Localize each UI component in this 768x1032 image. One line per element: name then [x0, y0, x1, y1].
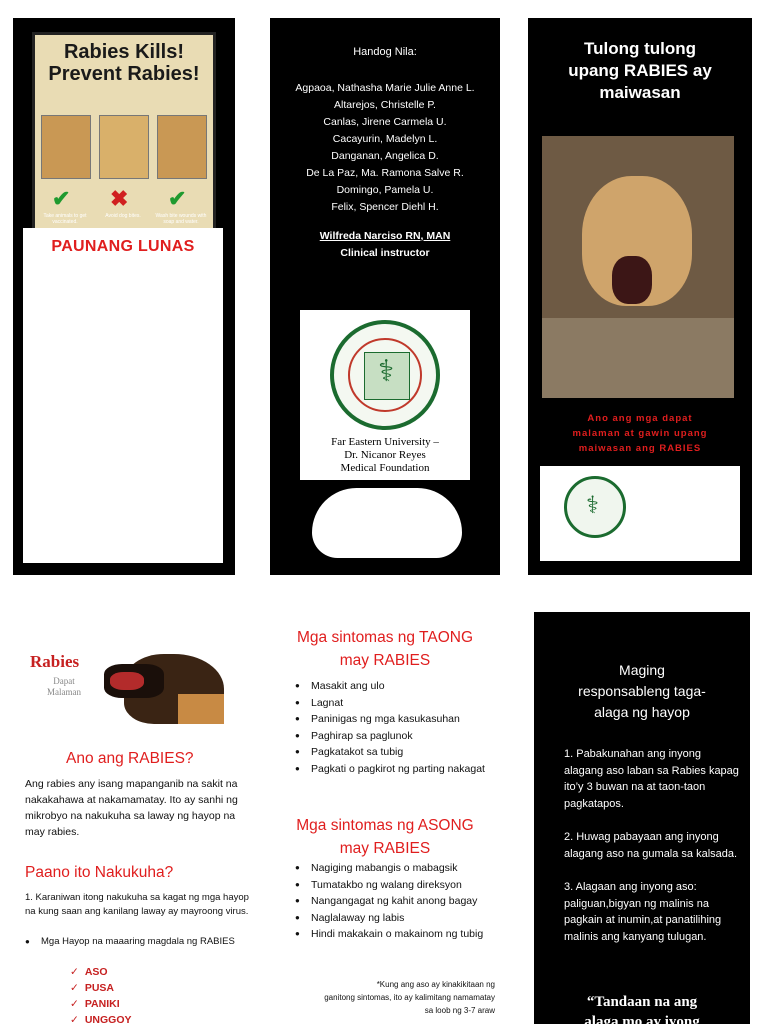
panel-credits — [270, 18, 500, 575]
author-name: De La Paz, Ma. Ramona Salve R. — [306, 167, 464, 179]
angry-dog-photo — [104, 634, 244, 730]
dog-symptoms-heading: Mga sintomas ng ASONG may RABIES — [296, 817, 474, 857]
cover-subtitle: Ano ang mga dapat malaman at gawin upang maiwasan ang RABIES — [572, 413, 708, 454]
owner-tip: 2. Huwag pabayaan ang inyong alagang aso na gumala sa kalsada. — [564, 831, 738, 860]
first-aid-step: 2. Pumunta sa pinakamalapit na pagamutan upang mabigyan ng kaukulang lunas. — [35, 334, 215, 374]
author-name: Agpaoa, Nathasha Marie Julie Anne L. — [295, 82, 475, 94]
symptom-item: ● Lagnat — [295, 695, 500, 712]
dog-symptoms-list — [295, 860, 500, 943]
first-aid-step: 4. Magpabakuna kaagad habang hinihintay ang resulta — [35, 447, 174, 473]
feu-seal-icon: ⚕ — [564, 476, 626, 538]
author-name: Danganan, Angelica D. — [331, 150, 439, 162]
symptom-item: ● Nagiging mabangis o mabagsik — [295, 860, 500, 877]
symptom-item: ● Paninigas ng mga kasukasuhan — [295, 711, 500, 728]
first-aid-box — [23, 228, 223, 563]
symptom-item: ● Nangangagat ng kahit anong bagay — [295, 893, 500, 910]
feu-logo-box — [300, 310, 470, 480]
author-name: Canlas, Jirene Carmela U. — [323, 116, 447, 128]
symptom-item: ● Masakit ang ulo — [295, 678, 500, 695]
section-box — [540, 466, 740, 561]
author-name: Felix, Spencer Diehl H. — [331, 201, 439, 213]
symptom-item: ● Pagkati o pagkirot ng parting nakagat — [295, 761, 500, 778]
responsible-owner-list — [564, 746, 739, 962]
handog-label: Handog Nila: — [353, 46, 417, 58]
handshake-icon — [312, 488, 462, 558]
author-name: Cacayurin, Madelyn L. — [332, 133, 438, 145]
school-label: FEU-NRMF — [564, 538, 632, 553]
vaccinate-illustration: ✔ — [41, 115, 91, 179]
underlined-instruction: pumunta kaagad sa doctor — [65, 419, 179, 431]
first-aid-step: 1. Kaagad hugasan (sa tuloy–tuloy napagdaloy ng tubig) ang sugat ng sabon at malinis na tubig. Maaari ding gumamit ng betadine at alcohol. — [35, 263, 210, 318]
cover-title: Tulong tulong upang RABIES ay maiwasan — [568, 39, 712, 102]
animal-item: ✓ UNGGOY — [70, 1012, 131, 1028]
instructor-block — [270, 228, 500, 262]
author-name: Altarejos, Christelle P. — [334, 99, 436, 111]
owner-tip: 1. Pabakunahan ang inyong alagang aso laban sa Rabies kapag ito’y 3 buwan na at taon-taon pagkatapos. — [564, 748, 739, 810]
institution-name: Far Eastern University – Dr. Nicanor Reyes Medical Foundation — [331, 436, 439, 474]
carrier-animals-list — [70, 964, 131, 1028]
avoid-bite-illustration: ✖ — [99, 115, 149, 179]
panel-responsible-owner — [534, 612, 750, 1030]
what-is-rabies-heading: Ano ang RABIES? — [66, 750, 194, 767]
symptom-item: ● Hindi makakain o makainom ng tubig — [295, 926, 500, 943]
rabies-title: Rabies — [30, 652, 80, 671]
poster-caption: Wash bite wounds with soap and water. — [155, 213, 207, 225]
author-name: Domingo, Pamela U. — [336, 184, 434, 196]
symptoms-footnote: *Kung ang aso ay kinakikitaan ng ganitong sintomas, ito ay kalimitang namamatay sa loob ng 3-7 araw — [324, 980, 495, 1015]
symptom-item: ● Naglalaway ng labis — [295, 910, 500, 927]
symptom-item: ● Tumatakbo ng walang direksyon — [295, 877, 500, 894]
panel-cover — [528, 18, 752, 575]
symptom-item: ● Paghirap sa paglunok — [295, 728, 500, 745]
poster-caption: Avoid dog bites. — [105, 213, 141, 219]
transmission-heading: Paano ito Nakukuha? — [25, 864, 174, 881]
carrier-bullet: ● Mga Hayop na maaaring magdala ng RABIES — [25, 935, 253, 949]
symptom-item: ● Pagkatakot sa tubig — [295, 744, 500, 761]
animal-item: ✓ PANIKI — [70, 996, 131, 1012]
human-symptoms-heading: Mga sintomas ng TAONG may RABIES — [296, 629, 474, 669]
human-symptoms-list — [295, 678, 500, 777]
responsible-owner-heading: Maging responsableng taga- alaga ng hayop — [578, 662, 706, 720]
rabies-subtitle: Dapat Malaman — [47, 676, 81, 697]
first-aid-step: 3. Obserbahan ang aso sa loob ng 2 linggo. Kapag ang aso ay namatay o naulol, pumunta kaagad sa doctor — [35, 390, 190, 431]
snarling-dog-photo — [542, 136, 734, 398]
first-aid-heading: PAUNANG LUNAS — [51, 238, 195, 255]
closing-quote: “Tandaan na ang alaga mo ay iyong — [584, 994, 700, 1030]
feu-seal-icon: ⚕ — [330, 320, 440, 430]
poster-title: Rabies Kills! Prevent Rabies! — [48, 41, 200, 85]
instructor-name: Wilfreda Narciso RN, MAN — [319, 230, 451, 242]
instructor-role: Clinical instructor — [340, 247, 430, 259]
panel-paunang-lunas — [13, 18, 235, 575]
owner-tip: 3. Alagaan ang inyong aso: paliguan,bigyan ng malinis na pagkain at inumin,at panatilihing malinis ang kanyang tulugan. — [564, 881, 722, 943]
panel-ano-ang-rabies — [18, 612, 258, 1024]
panel-symptoms — [275, 612, 505, 1024]
first-aid-steps — [35, 262, 215, 530]
poster-caption: Take animals to get vaccinated. — [43, 213, 87, 225]
section-label: BSN 3B-1 — [636, 496, 691, 510]
animal-item: ✓ PUSA — [70, 980, 131, 996]
author-list — [270, 80, 500, 216]
what-is-rabies-text: Ang rabies any isang mapanganib na sakit na nakakahawa at nakamamatay. Ito ay sanhi ng mikrobyo na nakukuha sa laway ng hayop na may rabies. — [25, 778, 238, 838]
first-aid-step: 5. Kapag nakagat ng hindi kilala o hindi matagpuang aso, magpabakuna kaagad. — [35, 489, 208, 515]
animal-item: ✓ ASO — [70, 964, 131, 980]
rabies-poster — [32, 32, 216, 232]
wash-wound-illustration: ✔ — [157, 115, 207, 179]
transmission-text: 1. Karaniwan itong nakukuha sa kagat ng mga hayop na kung saan ang kanilang laway ay mayroong virus. — [25, 892, 249, 917]
